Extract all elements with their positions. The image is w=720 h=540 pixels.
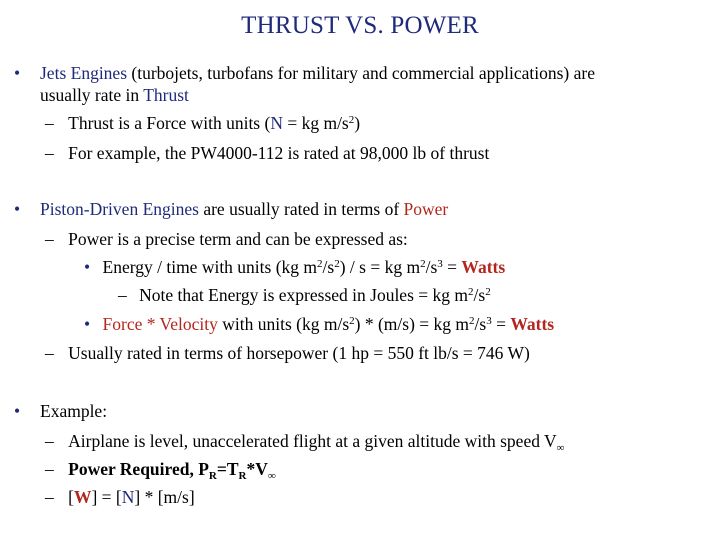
newton-unit: N [270, 113, 283, 133]
newton-unit: N [121, 487, 135, 507]
power-required-subitem: – Power Required, $P_R=T_R*V_\infty$ [45, 459, 276, 482]
thrust-term: Thrust [143, 85, 189, 105]
thrust-force-subitem: – Thrust is a Force with units (N = kg $m/s^2$) [45, 113, 361, 133]
dash-icon: – [45, 487, 54, 507]
jets-engines-line2: usually rate in Thrust [40, 85, 189, 105]
watts-term: Watts [510, 314, 555, 334]
force-velocity-subsubitem: • Force * Velocity with units (kg $m/s^2) * (m/s)$ = kg $m^2/s^3$ = Watts [84, 314, 555, 334]
dash-icon: – [45, 143, 54, 163]
infinity-symbol: ∞ [267, 470, 276, 482]
dash-icon: – [45, 113, 54, 133]
slide: THRUST VS. POWER • Jets Engines (turbojets, turbofans for military and commercial applications) are usually rate in Thrust – Thrust is a Force with units (N = kg $m/s^2$) – For example, the PW4000-112 is rated at 98,000 lb of thrust • Piston-Driven Engines are usually rated in terms of Power – Power is a precise term and can be expressed as: • Energy / time with units (kg $m^2/s^2$) / s = kg $m^2/s^3$ = Watts – Note that Energy is expressed in Joules = kg $m^2/s^2$ • Force * Velocity with units (kg $m/s^2) * (m/s)$ = kg $m^2/s^3$ = Watts – Usually rated in terms of horsepower (1 hp = 550 ft lb/s = 746 W) • Example: – Airplane is level, unaccelerated flight at a given altitude with speed $V_\infty$ – Power Required, $P_R=T_R*V_\infty$ – [W] = [N] * [m/s] [0, 0, 720, 540]
jets-engines-line1: Jets Engines (turbojets, turbofans for military and commercial applications) are [40, 63, 595, 83]
joules-note-item: – Note that Energy is expressed in Joules = kg $m^2/s^2$ [118, 285, 491, 305]
dash-icon: – [45, 431, 54, 451]
bullet-icon: • [14, 63, 21, 83]
bullet-icon: • [84, 257, 91, 277]
infinity-symbol: ∞ [556, 442, 565, 454]
dash-icon: – [45, 343, 54, 363]
energy-time-subsubitem: • Energy / time with units (kg $m^2/s^2$) / s = kg $m^2/s^3$ = Watts [84, 257, 506, 277]
bullet-icon: • [14, 401, 21, 421]
pw4000-example-subitem: – For example, the PW4000-112 is rated at 98,000 lb of thrust [45, 143, 490, 163]
watt-unit: W [73, 487, 92, 507]
level-flight-subitem: – Airplane is level, unaccelerated flight at a given altitude with speed $V_\infty$ [45, 431, 565, 454]
dash-icon: – [45, 459, 54, 479]
example-label: Example: [40, 401, 108, 421]
power-precise-subitem: – Power is a precise term and can be expressed as: [45, 229, 408, 249]
slide-title: THRUST VS. POWER [241, 12, 479, 39]
dash-icon: – [118, 285, 127, 305]
units-subitem: – [W] = [N] * [m/s] [45, 487, 195, 507]
force-velocity-term: Force * Velocity [102, 314, 218, 334]
horsepower-subitem: – Usually rated in terms of horsepower (1 hp = 550 ft lb/s = 746 W) [45, 343, 530, 363]
power-term: Power [403, 199, 449, 219]
jets-engines-term: Jets Engines [40, 63, 128, 83]
piston-engines-term: Piston-Driven Engines [40, 199, 199, 219]
dash-icon: – [45, 229, 54, 249]
bullet-icon: • [14, 199, 21, 219]
bullet-icon: • [84, 314, 91, 334]
watts-term: Watts [461, 257, 506, 277]
